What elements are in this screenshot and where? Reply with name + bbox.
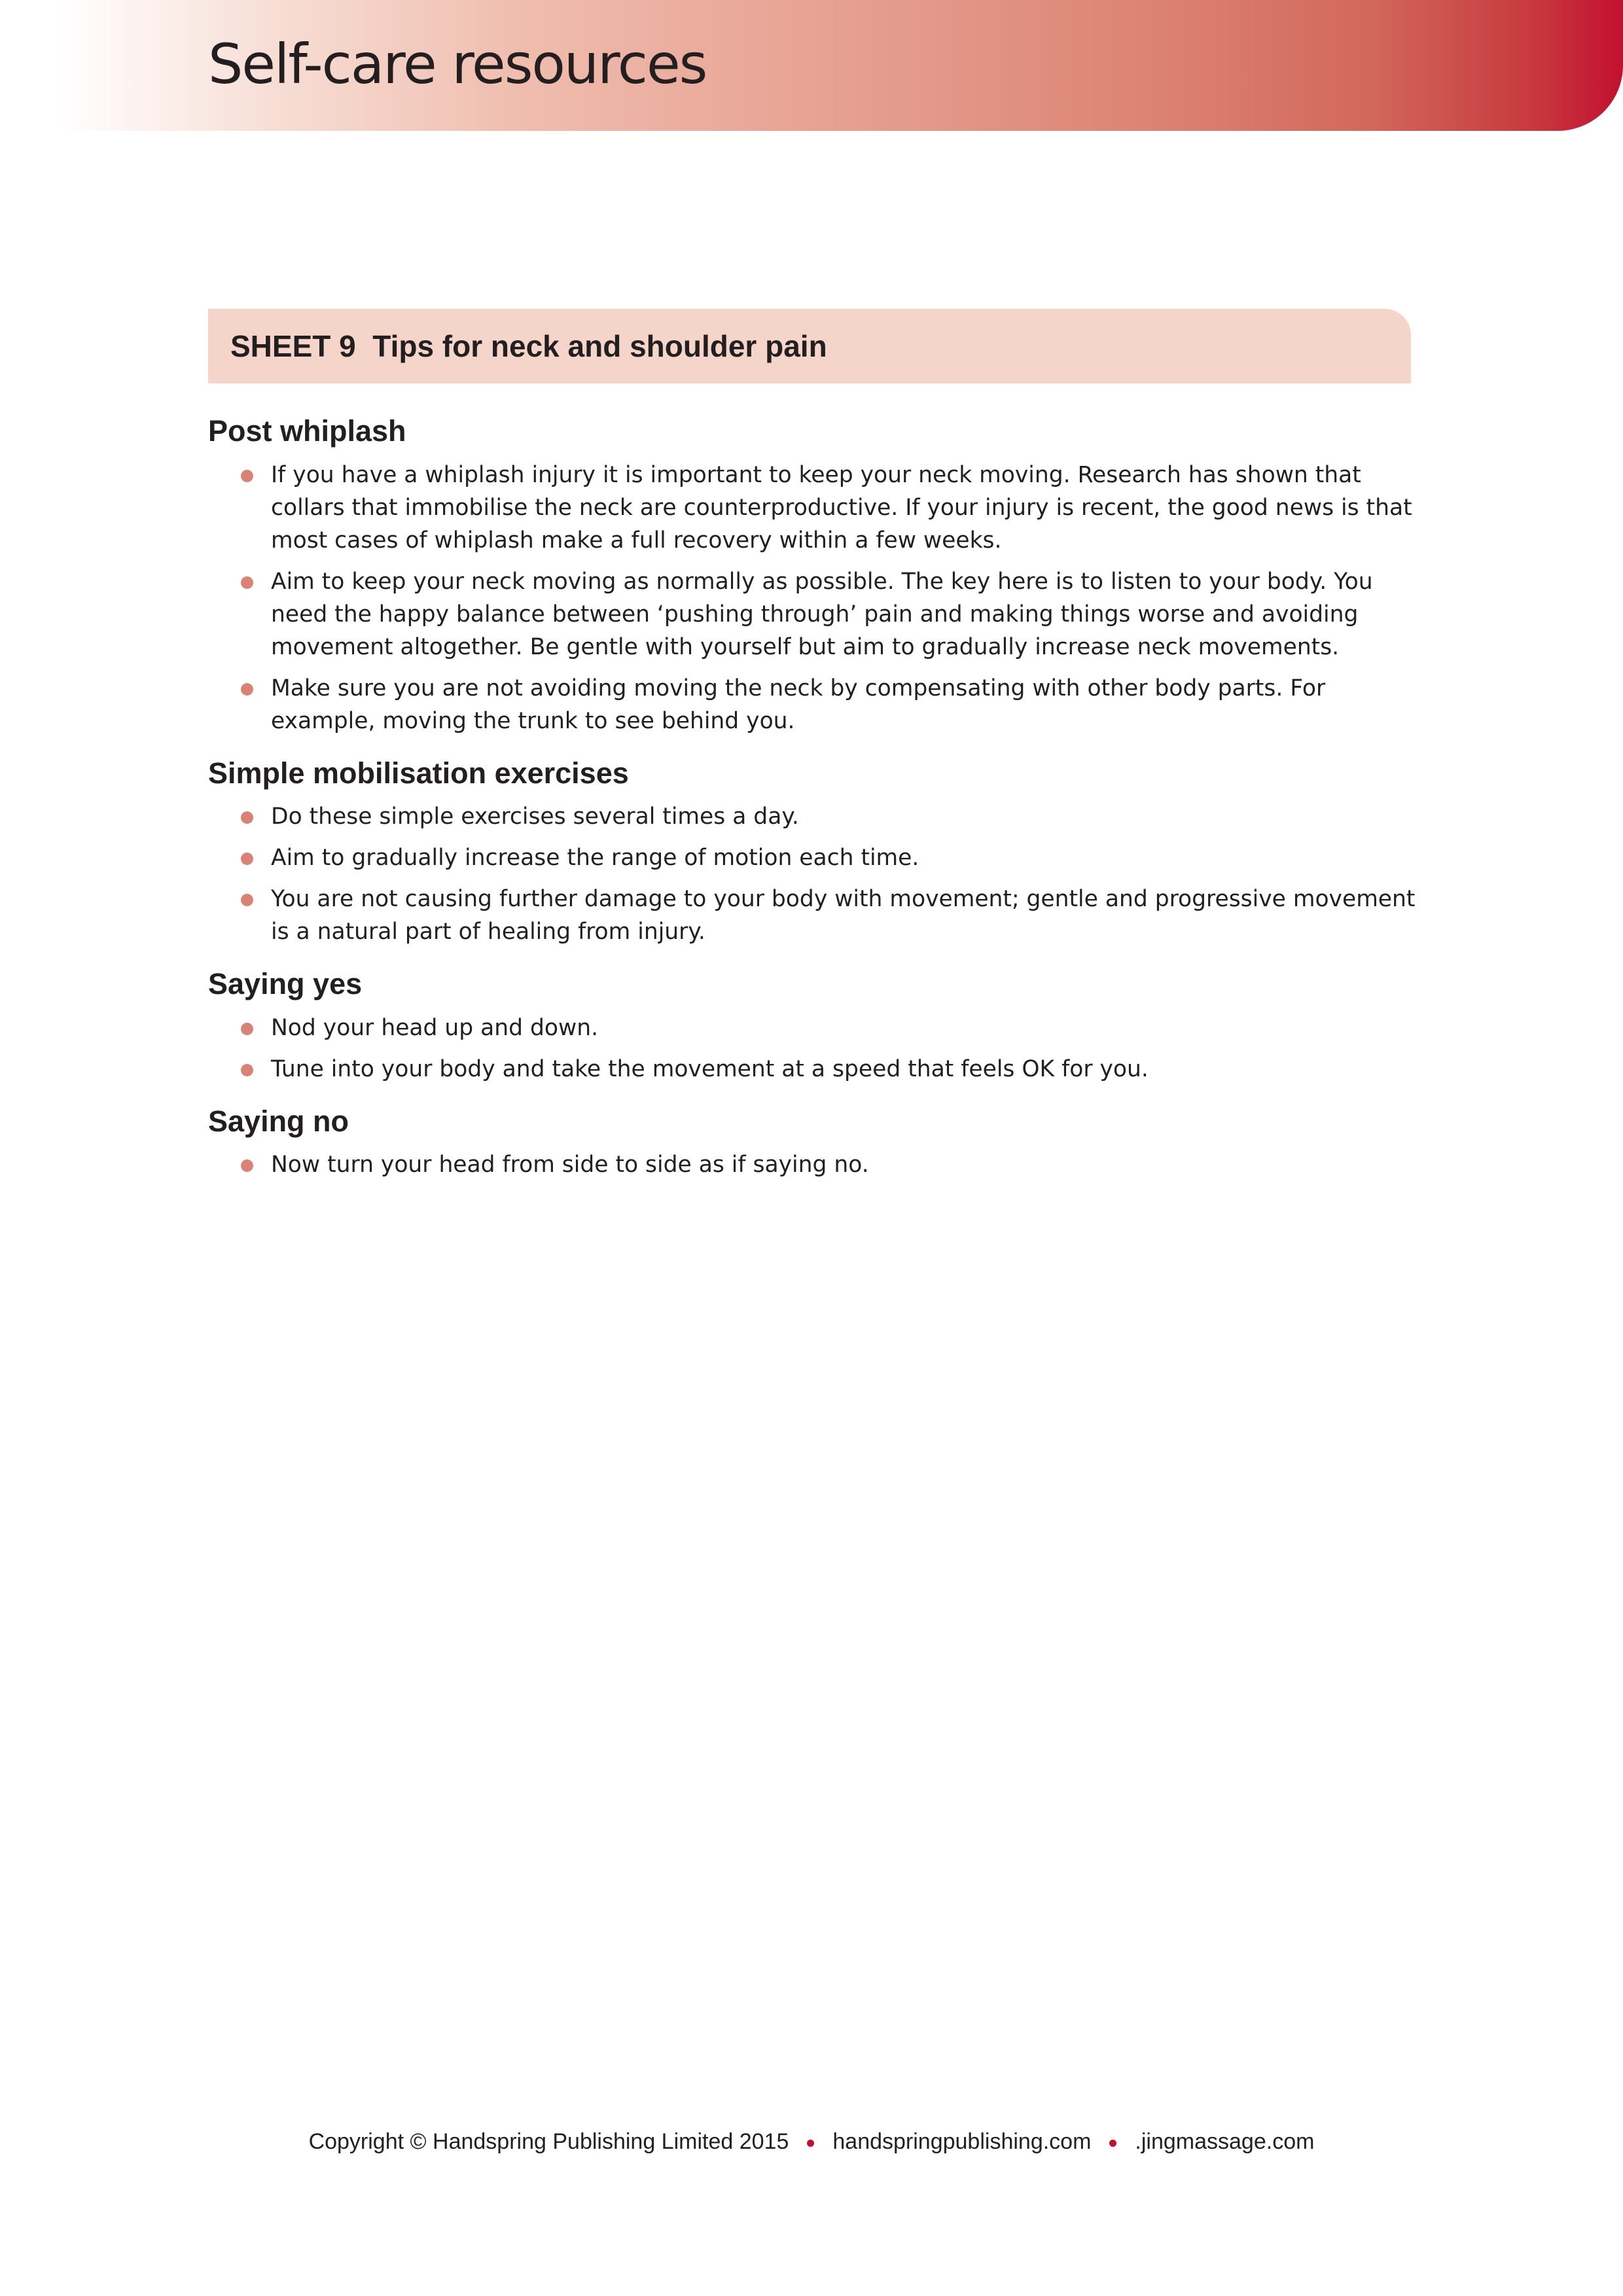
list-item [208,1148,1419,1181]
footer [0,2129,1623,2155]
section-heading-mobilisation: Simple mobilisation exercises [208,756,629,790]
list-item [208,800,1419,833]
page-title: Self-care resources [208,32,707,96]
footer-copyright: Copyright © Handspring Publishing Limited 2015 [308,2129,789,2154]
list-item-text: Make sure you are not avoiding moving the neck by compensating with other body parts. For example, moving the trunk to see behind you. [271,675,1326,734]
list-item [208,1053,1419,1086]
list-item-text: Tune into your body and take the movement at a speed that feels OK for you. [271,1055,1149,1082]
section-heading-saying-yes: Saying yes [208,967,363,1000]
footer-link-handspring[interactable]: handspringpublishing.com [832,2129,1092,2154]
list-item [208,1012,1419,1044]
list-item [208,841,1419,874]
sheet-title-bar [208,309,1411,383]
bullet-list-post-whiplash [208,459,1419,737]
list-item [208,565,1419,663]
list-item [208,672,1419,737]
bullet-dot-icon [241,683,253,696]
sheet-title: Tips for neck and shoulder pain [372,329,827,363]
list-item-text: Aim to gradually increase the range of motion each time. [271,845,919,871]
list-item-text: Nod your head up and down. [271,1014,599,1041]
bullet-list-mobilisation [208,800,1419,948]
list-item [208,883,1419,948]
list-item-text: You are not causing further damage to your body with movement; gentle and progressive movement is a natural part of healing from injury. [271,886,1416,945]
list-item-text: If you have a whiplash injury it is important to keep your neck moving. Research has shown that collars that immobilise the neck are counterproductive. If your injury is recent, the good news is that most cases of whiplash make a full recovery within a few weeks. [271,461,1412,554]
bullet-list-saying-yes [208,1012,1419,1086]
bullet-dot-icon [241,894,253,906]
bullet-list-saying-no [208,1148,1419,1181]
section-heading-post-whiplash: Post whiplash [208,414,406,448]
footer-separator-icon [807,2140,814,2147]
bullet-dot-icon [241,1023,253,1035]
bullet-dot-icon [241,576,253,589]
list-item-text: Now turn your head from side to side as if saying no. [271,1152,869,1178]
footer-separator-icon [1109,2140,1116,2147]
content-area [208,412,1419,1198]
list-item-text: Aim to keep your neck moving as normally as possible. The key here is to listen to your body. You need the happy balance between ‘pushing through’ pain and making things worse and avoiding movement altogether. Be gentle with yourself but aim to gradually increase neck movements. [271,568,1373,660]
sheet-number: SHEET 9 [230,329,356,363]
bullet-dot-icon [241,853,253,865]
list-item-text: Do these simple exercises several times a day. [271,804,799,830]
footer-link-jingmassage[interactable]: .jingmassage.com [1135,2129,1315,2154]
list-item [208,459,1419,557]
bullet-dot-icon [241,811,253,824]
bullet-dot-icon [241,470,253,482]
bullet-dot-icon [241,1159,253,1172]
section-heading-saying-no: Saying no [208,1104,349,1138]
bullet-dot-icon [241,1064,253,1076]
